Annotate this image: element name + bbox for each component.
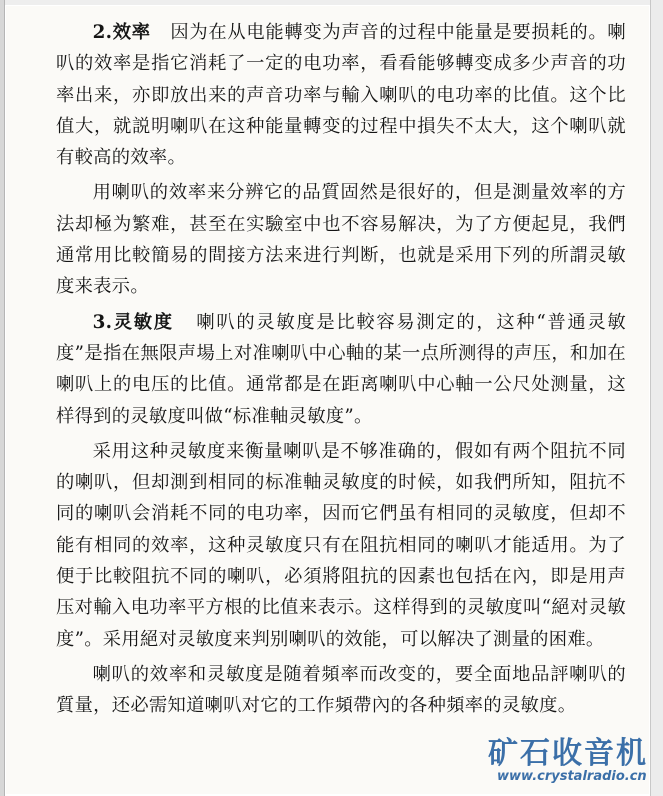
paragraph-text: 采用这种灵敏度来衡量喇叭是不够准确的，假如有两个阻抗不同的喇叭，但却測到相同的标准軸灵敏度的时候，如我們所知，阻抗不同的喇叭会消耗不同的电功率，因而它們虽有相同的灵敏度，但却不能有相同的效率，这种灵敏度只有在阻抗相同的喇叭才能适用。为了便于比較阻抗不同的喇叭，必須將阻抗的因素也包括在內，即是用声压对輸入电功率平方根的比值来表示。这样得到的灵敏度叫“絕对灵敏度”。采用絕对灵敏度来判别喇叭的效能，可以解决了測量的困难。 (56, 440, 626, 650)
page-text (56, 17, 626, 726)
paragraph-efficiency-measurement (56, 177, 626, 302)
paragraph-text: 因为在从电能轉变为声音的过程中能量是要损耗的。喇叭的效率是指它消耗了一定的电功率，看看能够轉变成多少声音的功率出来，亦即放出来的声音功率与輸入喇叭的电功率的比值。这个比值大，就説明喇叭在这种能量轉变的过程中損失不太大，这个喇叭就有較高的效率。 (56, 22, 626, 169)
section-heading-efficiency: 2.效率 (92, 22, 151, 43)
section-heading-sensitivity: 3.灵敏度 (92, 311, 174, 333)
paragraph-frequency (56, 659, 626, 722)
watermark-url: www.crystalradio.cn (497, 769, 647, 784)
viewer-scrollbar[interactable] (650, 0, 663, 796)
viewer-left-edge (0, 0, 5, 796)
scanned-page (6, 6, 649, 794)
site-watermark (488, 728, 653, 792)
viewer-top-edge (0, 0, 663, 5)
paragraph-efficiency (56, 17, 626, 173)
paragraph-absolute-sensitivity (56, 436, 626, 655)
paragraph-text: 喇叭的灵敏度是比較容易測定的，这种“普通灵敏度”是指在無限声場上对准喇叭中心軸的某一点所测得的声压，和加在喇叭上的电压的比值。通常都是在距离喇叭中心軸一公尺处测量，这样得到的灵敏度叫做“标准軸灵敏度”。 (56, 311, 626, 427)
paragraph-text: 喇叭的效率和灵敏度是随着頻率而改变的，要全面地品評喇叭的質量，还必需知道喇叭对它的工作頻帶內的各种頻率的灵敏度。 (56, 663, 626, 717)
paragraph-text: 用喇叭的效率来分辨它的品質固然是很好的，但是測量效率的方法却極为繁难，甚至在实驗室中也不容易解决，为了方便起見，我們通常用比較簡易的間接方法来进行判断，也就是采用下列的所謂灵敏度来表示。 (56, 182, 626, 298)
watermark-title: 矿石收音机 (488, 736, 648, 771)
paragraph-sensitivity (56, 307, 626, 432)
